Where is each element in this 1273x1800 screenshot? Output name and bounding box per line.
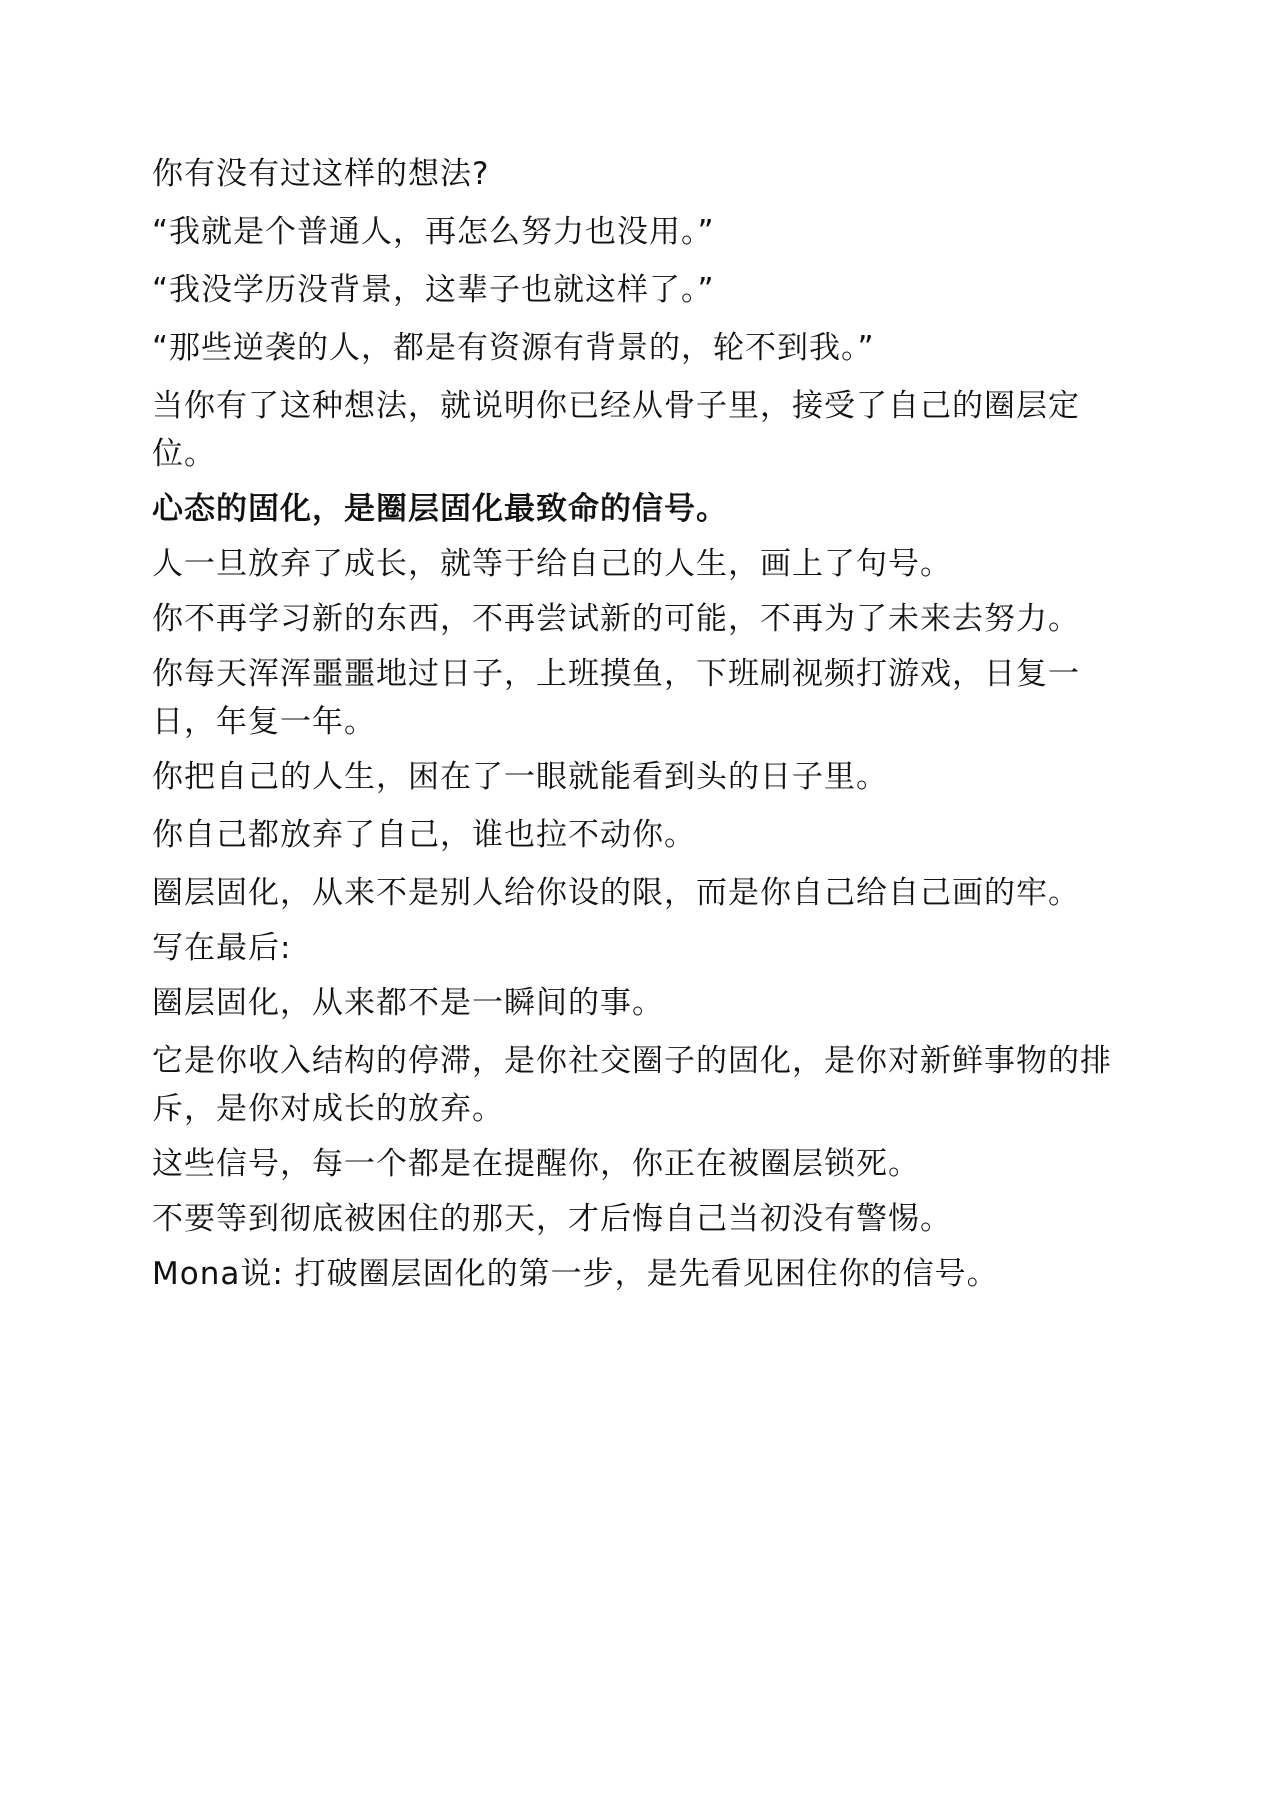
paragraph: 它是你收入结构的停滞，是你社交圈子的固化，是你对新鲜事物的排斥，是你对成长的放弃。 — [152, 1043, 1112, 1127]
paragraph: 圈层固化，从来不是别人给你设的限，而是你自己给自己画的牢。 — [152, 875, 1080, 911]
paragraph-quote-3: “那些逆袭的人，都是有资源有背景的，轮不到我。” — [152, 330, 875, 366]
paragraph-quote-1: “我就是个普通人，再怎么努力也没用。” — [152, 214, 715, 250]
paragraph: 这些信号，每一个都是在提醒你，你正在被圈层锁死。 — [152, 1146, 920, 1182]
paragraph: 你每天浑浑噩噩地过日子，上班摸鱼，下班刷视频打游戏，日复一日，年复一年。 — [152, 656, 1080, 740]
article-body — [152, 150, 1132, 1305]
paragraph: 你把自己的人生，困在了一眼就能看到头的日子里。 — [152, 759, 888, 795]
paragraph-quote-2: “我没学历没背景，这辈子也就这样了。” — [152, 272, 715, 308]
paragraph: 圈层固化，从来都不是一瞬间的事。 — [152, 985, 664, 1021]
paragraph: 人一旦放弃了成长，就等于给自己的人生，画上了句号。 — [152, 546, 952, 582]
paragraph: 你自己都放弃了自己，谁也拉不动你。 — [152, 817, 696, 853]
paragraph: 当你有了这种想法，就说明你已经从骨子里，接受了自己的圈层定位。 — [152, 388, 1080, 472]
paragraph: 你不再学习新的东西，不再尝试新的可能，不再为了未来去努力。 — [152, 601, 1080, 637]
paragraph-closing: Mona说: 打破圈层固化的第一步，是先看见困住你的信号。 — [152, 1256, 999, 1292]
paragraph-bold-heading: 心态的固化，是圈层固化最致命的信号。 — [152, 491, 728, 527]
paragraph-question: 你有没有过这样的想法? — [152, 156, 490, 192]
paragraph: 不要等到彻底被困住的那天，才后悔自己当初没有警惕。 — [152, 1201, 952, 1237]
paragraph-section-label: 写在最后: — [152, 930, 292, 966]
